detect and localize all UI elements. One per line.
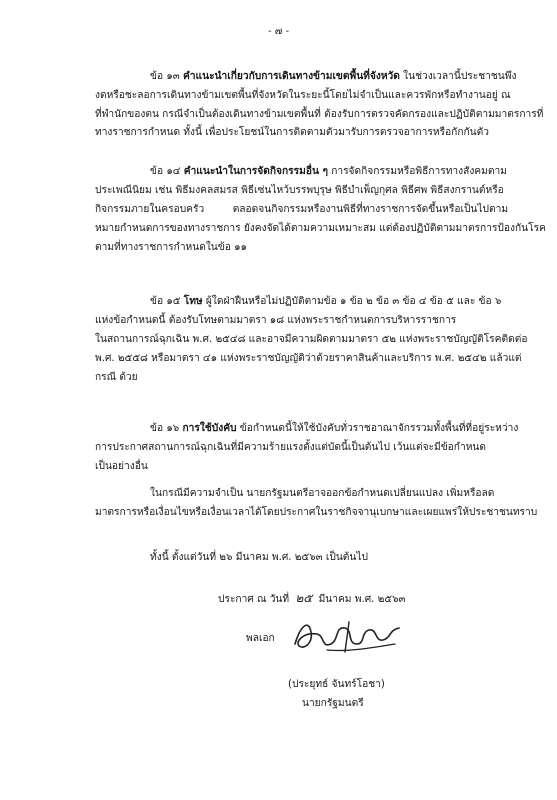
- clause14-prefix: ข้อ ๑๔: [150, 166, 181, 177]
- clause14-line5: ตามที่ทางราชการกำหนดในข้อ ๑๑: [95, 242, 248, 253]
- clause16-prefix: ข้อ ๑๖: [150, 423, 180, 434]
- clause14-line4: หมายกำหนดการของทางราชการ ยังคงจัดได้ตามความเหมาะสม แต่ต้องปฏิบัติตามมาตรการป้องกันโรค: [95, 223, 546, 234]
- clause13-line1: [150, 71, 516, 83]
- clause15-prefix: ข้อ ๑๕: [150, 296, 181, 307]
- clause16-line2: การประกาศสถานการณ์ฉุกเฉินที่มีความร้ายแรงตั้งแต่บัดนี้เป็นต้นไป เว้นแต่จะมีข้อกำหนด: [95, 442, 486, 453]
- clause15-line5: กรณี ด้วย: [95, 372, 138, 383]
- clause14-line3a: กิจกรรมภายในครอบครัว: [95, 204, 205, 215]
- handwritten-signature: [287, 614, 405, 660]
- clause13-line2: งดหรือชะลอการเดินทางข้ามเขตพื้นที่จังหวัดในระยะนี้โดยไม่จำเป็นและควรพักหรือทำงานอยู่ ณ: [95, 90, 511, 101]
- signatory-name: (ประยุทธ์ จันทร์โอชา): [288, 679, 385, 690]
- clause13-heading: คำแนะนำเกี่ยวกับการเดินทางข้ามเขตพื้นที่จังหวัด: [183, 71, 400, 82]
- announce-line: [218, 592, 406, 606]
- clause13-line1-text: ในช่วงเวลานี้ประชาชนพึง: [403, 71, 517, 82]
- clause13-line4: ทางราชการกำหนด ทั้งนี้ เพื่อประโยชน์ในการติดตามตัวมารับการตรวจอาการหรือกักกันตัว: [95, 127, 489, 138]
- signature-rank: พลเอก: [246, 633, 275, 644]
- clause15-line4: พ.ศ. ๒๕๕๘ หรือมาตรา ๔๑ แห่งพระราชบัญญัติว่าด้วยราคาสินค้าและบริการ พ.ศ. ๒๕๔๒ แล้วแต่: [95, 353, 522, 364]
- clause13-line3: ที่พำนักของตน กรณีจำเป็นต้องเดินทางข้ามเขตพื้นที่ ต้องรับการตรวจคัดกรองและปฏิบัติตามมาตรการที่: [95, 109, 544, 120]
- announce-day: ๒๕: [295, 591, 313, 605]
- clause15-line3: ในสถานการณ์ฉุกเฉิน พ.ศ. ๒๕๔๘ และอาจมีความผิดตามมาตรา ๕๒ แห่งพระราชบัญญัติโรคติดต่อ: [95, 334, 528, 345]
- clause14-heading: คำแนะนำในการจัดกิจกรรมอื่น ๆ: [183, 166, 328, 177]
- clause14-line3b: ตลอดจนกิจกรรมหรืองานพิธีที่ทางราชการจัดขึ้นหรือเป็นไปตาม: [232, 204, 509, 215]
- clause14-line2: ประเพณีนิยม เช่น พิธีมงคลสมรส พิธีเซ่นไหว้บรรพบุรุษ พิธีบำเพ็ญกุศล พิธีศพ พิธีสงกรานต์หรือ: [95, 185, 504, 196]
- page-number: - ๗ -: [267, 26, 290, 37]
- clause16-line1: [150, 423, 518, 435]
- clause16-heading: การใช้บังคับ: [182, 423, 237, 434]
- clause15-line1: [150, 296, 501, 308]
- clause14-line1: [150, 166, 507, 178]
- clause16-line1-text: ข้อกำหนดนี้ให้ใช้บังคับทั่วราชอาณาจักรรวมทั้งพื้นที่ที่อยู่ระหว่าง: [239, 423, 519, 434]
- announce-label: ประกาศ ณ วันที่: [218, 594, 290, 605]
- announce-month-year: มีนาคม พ.ศ. ๒๕๖๓: [318, 594, 406, 605]
- clause15-line2: แห่งข้อกำหนดนี้ ต้องรับโทษตามมาตรา ๑๘ แห่งพระราชกำหนดการบริหารราชการ: [95, 315, 457, 326]
- effective-date: ทั้งนี้ ตั้งแต่วันที่ ๒๖ มีนาคม พ.ศ. ๒๕๖๓ เป็นต้นไป: [150, 552, 368, 563]
- clause15-heading: โทษ: [183, 296, 203, 307]
- clause13-prefix: ข้อ ๑๓: [150, 71, 180, 82]
- clause14-line3: [95, 204, 508, 216]
- clause15-line1-text: ผู้ใดฝ่าฝืนหรือไม่ปฏิบัติตามข้อ ๑ ข้อ ๒ ข้อ ๓ ข้อ ๔ ข้อ ๕ และ ข้อ ๖: [205, 296, 502, 307]
- signatory-position: นายกรัฐมนตรี: [302, 698, 364, 709]
- clause16-line3: เป็นอย่างอื่น: [95, 461, 148, 472]
- clause16-para2-line1: ในกรณีมีความจำเป็น นายกรัฐมนตรีอาจออกข้อกำหนดเปลี่ยนแปลง เพิ่มหรือลด: [150, 488, 495, 499]
- clause16-para2-line2: มาตรการหรือเงื่อนไขหรือเงื่อนเวลาได้โดยประกาศในราชกิจจานุเบกษาและเผยแพร่ให้ประชาชนทราบ: [95, 507, 538, 518]
- clause14-line1-text: การจัดกิจกรรมหรือพิธีการทางสังคมตาม: [331, 166, 507, 177]
